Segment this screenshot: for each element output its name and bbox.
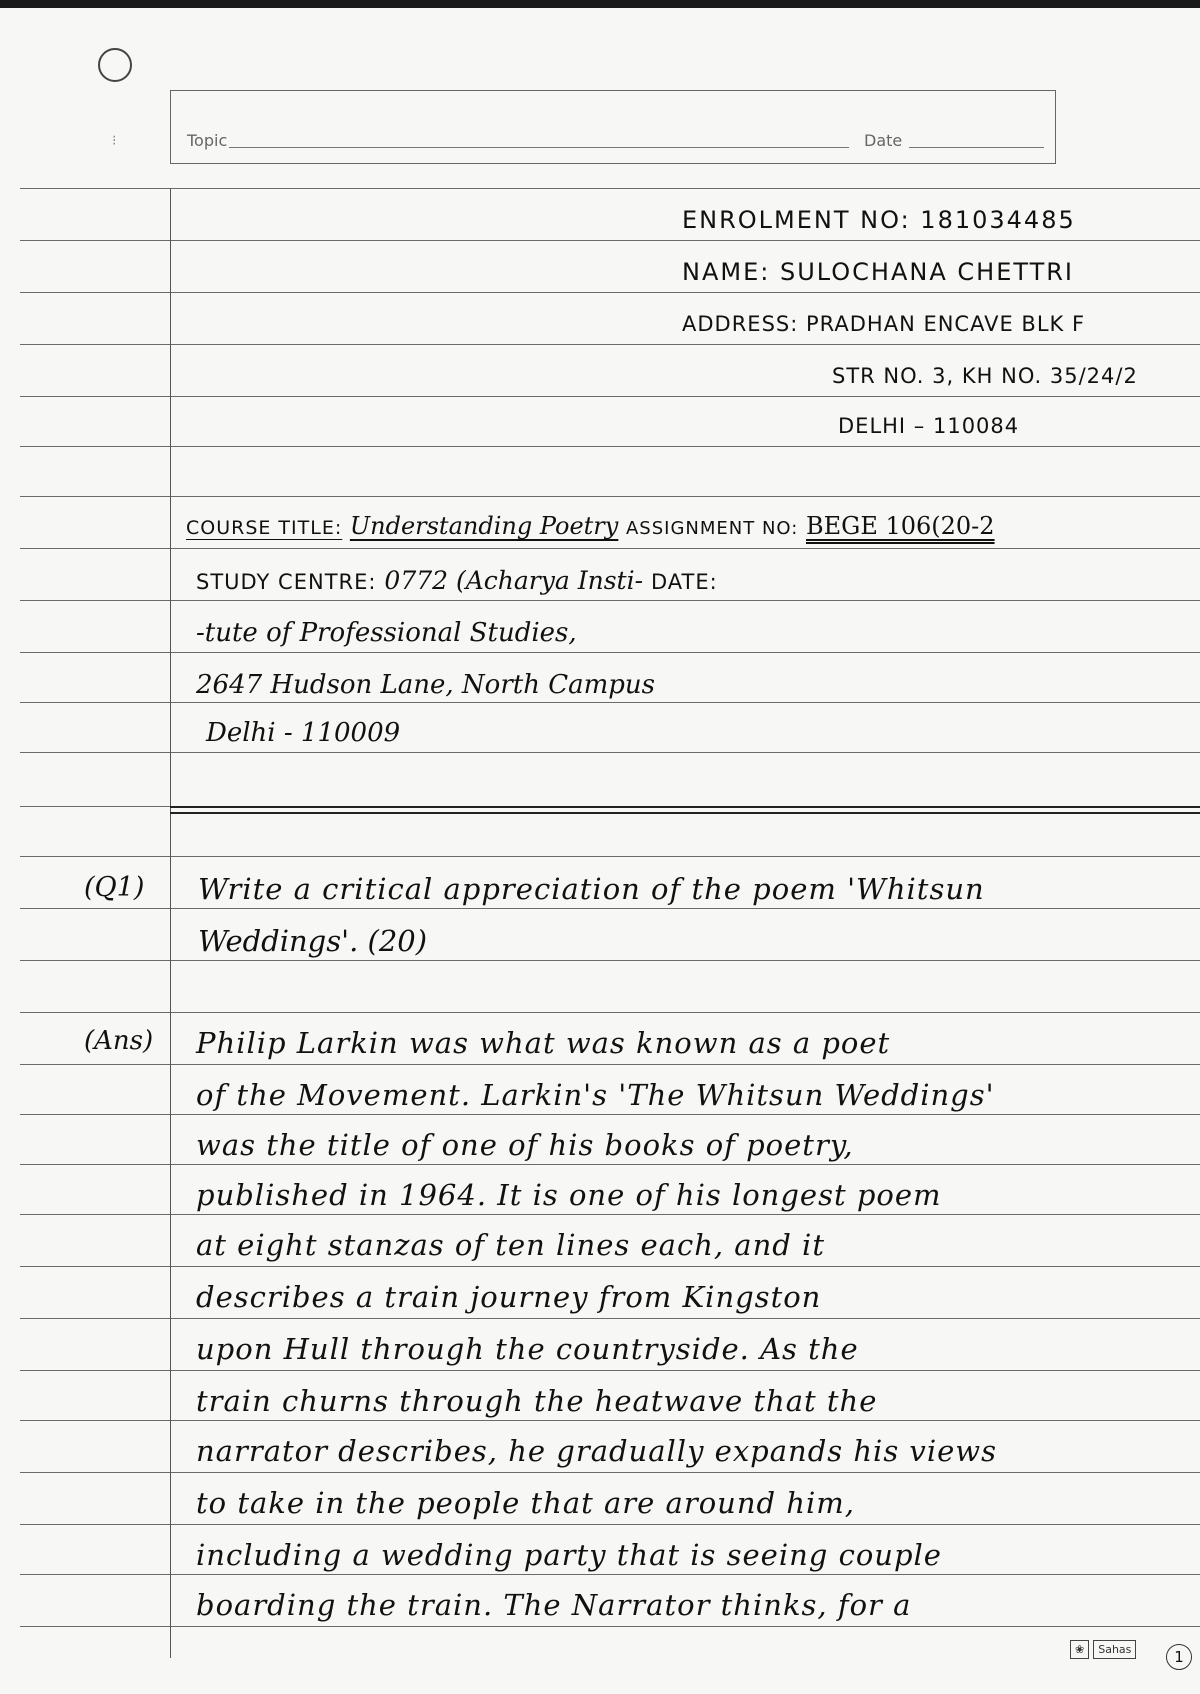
stamp-logo-icon: ❀ [1070, 1640, 1089, 1659]
address-line-3: DELHI – 110084 [838, 414, 1020, 438]
ruled-line [20, 1266, 1200, 1267]
topic-label: Topic [187, 131, 228, 150]
course-title-label: COURSE TITLE: [186, 517, 343, 539]
ruled-line [20, 1524, 1200, 1525]
ruled-line [20, 1318, 1200, 1319]
ruled-line [20, 1626, 1200, 1627]
ruled-line [20, 1370, 1200, 1371]
course-title-value: Understanding Poetry [349, 512, 619, 540]
publisher-stamp [1070, 1640, 1136, 1659]
answer-line: including a wedding party that is seeing couple [196, 1538, 942, 1572]
ruled-line [20, 188, 1200, 189]
question-line-2: Weddings'. (20) [198, 924, 428, 958]
date-label: Date [864, 131, 903, 150]
ruled-line [20, 600, 1200, 601]
centre-line-4: Delhi - 110009 [206, 718, 401, 748]
ruled-line [20, 1420, 1200, 1421]
student-name: NAME: SULOCHANA CHETTRI [682, 258, 1075, 286]
ruled-line [20, 908, 1200, 909]
study-centre-value: 0772 (Acharya Insti- [384, 566, 644, 595]
ruled-line [20, 1574, 1200, 1575]
ruled-line [20, 240, 1200, 241]
ruled-line [20, 1012, 1200, 1013]
ruled-line [20, 548, 1200, 549]
ruled-line [20, 1064, 1200, 1065]
answer-line: boarding the train. The Narrator thinks, for a [196, 1588, 912, 1622]
question-number: (Q1) [84, 872, 145, 903]
stamp-text: Sahas [1093, 1640, 1136, 1659]
address-line-2: STR NO. 3, KH NO. 35/24/2 [832, 364, 1138, 388]
ruled-line [20, 496, 1200, 497]
topic-line [229, 147, 849, 148]
ruled-line [20, 1214, 1200, 1215]
ruled-line [20, 344, 1200, 345]
section-divider [170, 812, 1200, 814]
answer-line: was the title of one of his books of poetry, [196, 1128, 854, 1162]
answer-line: published in 1964. It is one of his longest poem [196, 1178, 942, 1212]
answer-line: of the Movement. Larkin's 'The Whitsun Weddings' [196, 1078, 995, 1112]
date-field-label: DATE: [650, 570, 718, 594]
ruled-line [20, 292, 1200, 293]
ruled-line [20, 960, 1200, 961]
question-line-1: Write a critical appreciation of the poem 'Whitsun [198, 872, 985, 906]
answer-line: Philip Larkin was what was known as a poet [196, 1026, 891, 1060]
study-centre-label: STUDY CENTRE: [196, 570, 377, 594]
ruled-line [20, 752, 1200, 753]
ruled-line [20, 1164, 1200, 1165]
answer-line: at eight stanzas of ten lines each, and it [196, 1228, 825, 1262]
ruled-line [20, 856, 1200, 857]
ruled-line [20, 446, 1200, 447]
assignment-label: ASSIGNMENT NO: [625, 518, 799, 539]
margin-line [170, 188, 171, 1658]
ruled-line [20, 702, 1200, 703]
date-line [909, 147, 1044, 148]
ruled-line [20, 652, 1200, 653]
ruled-line [20, 396, 1200, 397]
answer-line: train churns through the heatwave that the [196, 1384, 878, 1418]
answer-line: upon Hull through the countryside. As the [196, 1332, 859, 1366]
ruled-line [20, 1114, 1200, 1115]
section-divider [170, 806, 1200, 808]
page-number: 1 [1166, 1644, 1192, 1670]
answer-line: narrator describes, he gradually expands his views [196, 1434, 997, 1468]
centre-line-2: -tute of Professional Studies, [196, 618, 577, 648]
assignment-value: BEGE 106(20-2 [805, 512, 995, 540]
scan-top-edge [0, 0, 1200, 8]
answer-line: to take in the people that are around him, [196, 1486, 855, 1520]
punch-hole [98, 48, 132, 82]
enrolment-number: ENROLMENT NO: 181034485 [682, 206, 1076, 234]
side-mark: ⁝ [112, 133, 117, 149]
course-title-row [186, 512, 995, 540]
address-line-1: ADDRESS: PRADHAN ENCAVE BLK F [682, 312, 1086, 336]
centre-line-3: 2647 Hudson Lane, North Campus [196, 670, 655, 700]
answer-label: (Ans) [84, 1026, 154, 1056]
answer-line: describes a train journey from Kingston [196, 1280, 822, 1314]
topic-date-box [170, 90, 1056, 164]
ruled-line [20, 1472, 1200, 1473]
study-centre-row [196, 566, 718, 595]
